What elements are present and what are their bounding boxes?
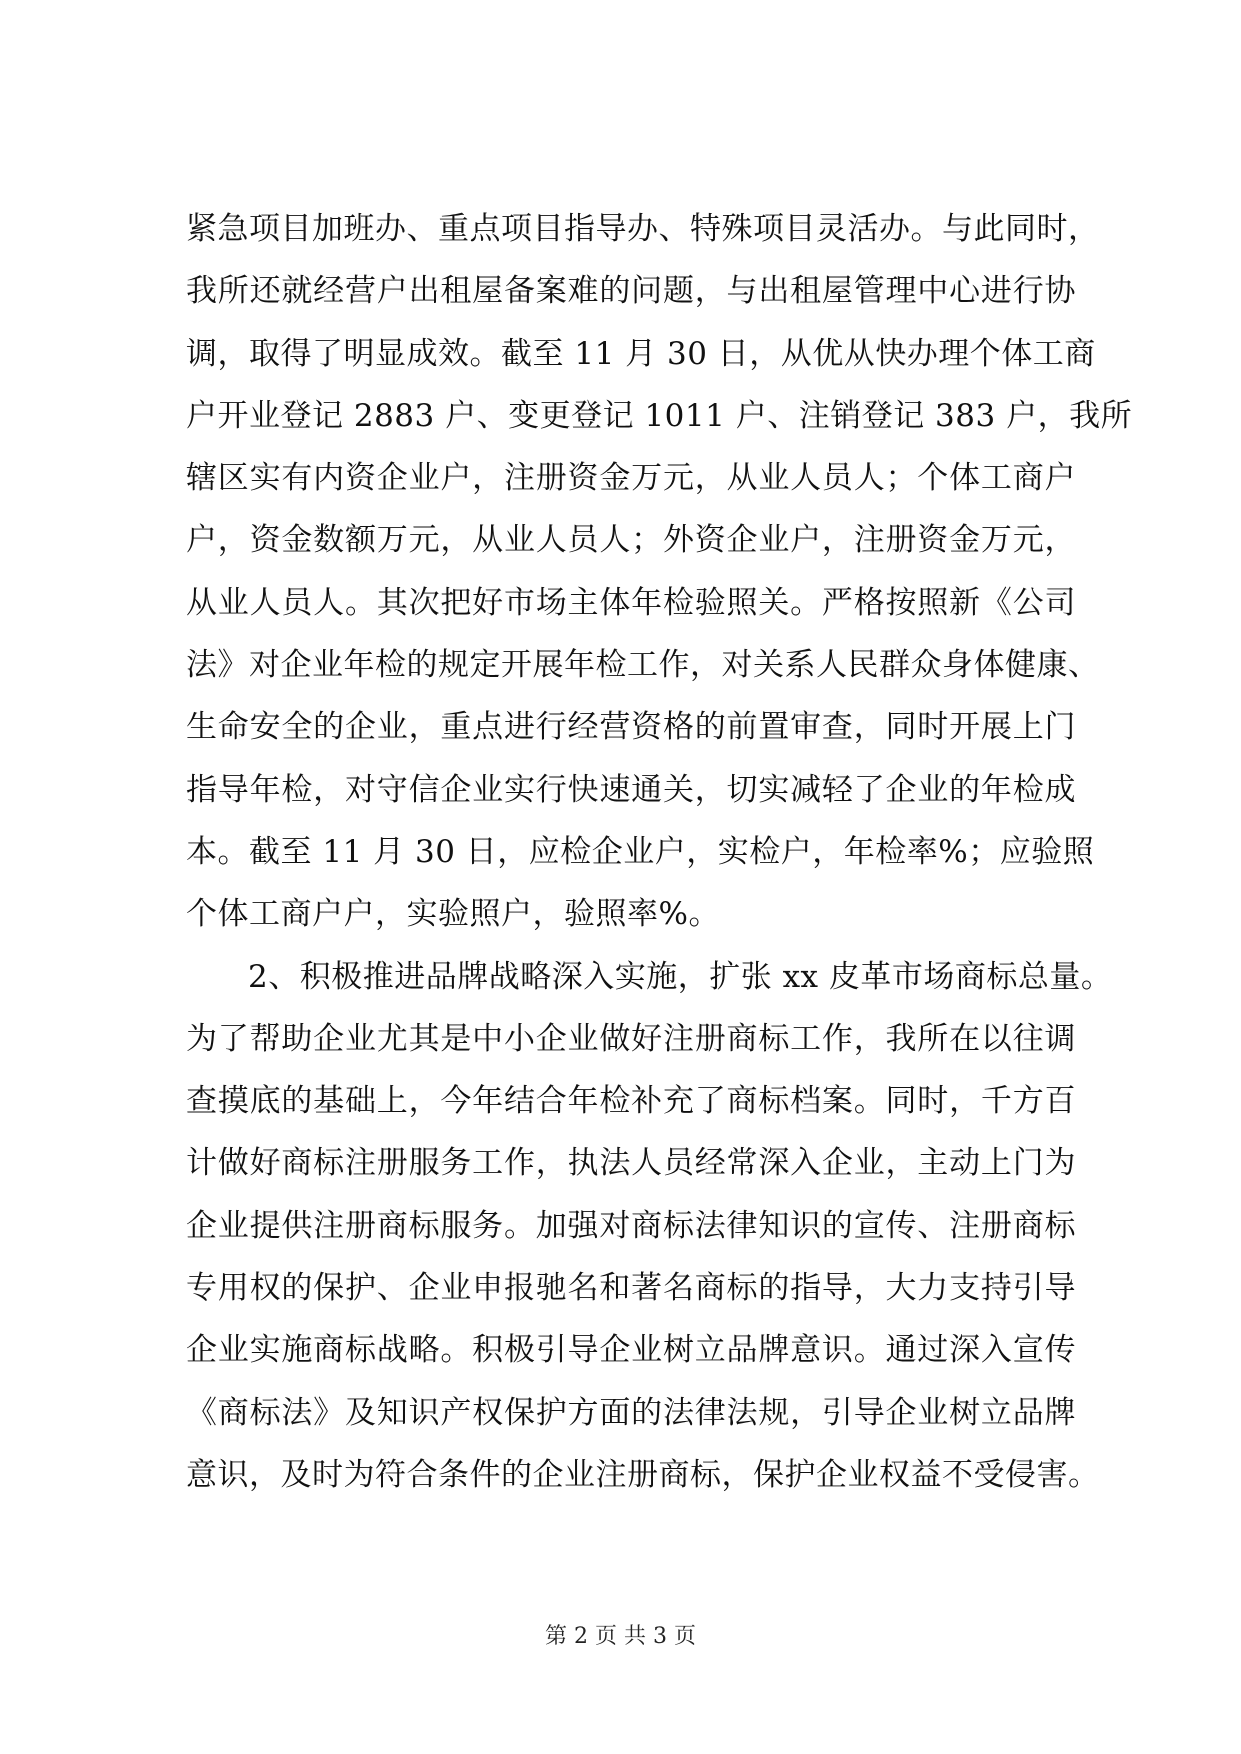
text-line: 我所还就经营户出租屋备案难的问题，与出租屋管理中心进行协 (186, 273, 1076, 310)
text-line: 专用权的保护、企业申报驰名和著名商标的指导，大力支持引导 (186, 1270, 1076, 1307)
text-line: 个体工商户户，实验照户，验照率%。 (186, 896, 720, 933)
paragraph-1 (186, 198, 1133, 946)
text-line: 2、积极推进品牌战略深入实施，扩张 xx 皮革市场商标总量。 (248, 958, 1113, 995)
text-line: 调，取得了明显成效。截至 11 月 30 日，从优从快办理个体工商 (186, 335, 1096, 372)
text-line: 紧急项目加班办、重点项目指导办、特殊项目灵活办。与此同时， (186, 211, 1100, 247)
paragraph-2 (186, 946, 1113, 1507)
text-line: 从业人员人。其次把好市场主体年检验照关。严格按照新《公司 (186, 584, 1076, 621)
text-line: 意识，及时为符合条件的企业注册商标，保护企业权益不受侵害。 (186, 1456, 1100, 1493)
text-line: 法》对企业年检的规定开展年检工作，对关系人民群众身体健康、 (186, 647, 1100, 684)
document-body (186, 198, 1133, 1506)
text-line: 户开业登记 2883 户、变更登记 1011 户、注销登记 383 户，我所 (186, 397, 1133, 434)
text-line: 为了帮助企业尤其是中小企业做好注册商标工作，我所在以往调 (186, 1020, 1076, 1057)
text-line: 户，资金数额万元，从业人员人；外资企业户，注册资金万元， (186, 522, 1076, 559)
text-line: 生命安全的企业，重点进行经营资格的前置审查，同时开展上门 (186, 709, 1076, 746)
text-line: 本。截至 11 月 30 日，应检企业户，实检户，年检率%；应验照 (186, 833, 1095, 870)
text-line: 计做好商标注册服务工作，执法人员经常深入企业，主动上门为 (186, 1145, 1076, 1182)
page-number-footer: 第 2 页 共 3 页 (545, 1624, 696, 1649)
text-line: 《商标法》及知识产权保护方面的法律法规，引导企业树立品牌 (186, 1394, 1076, 1431)
text-line: 企业实施商标战略。积极引导企业树立品牌意识。通过深入宣传 (186, 1332, 1076, 1369)
text-line: 指导年检，对守信企业实行快速通关，切实减轻了企业的年检成 (186, 771, 1076, 808)
text-line: 查摸底的基础上，今年结合年检补充了商标档案。同时，千方百 (186, 1083, 1076, 1120)
text-line: 企业提供注册商标服务。加强对商标法律知识的宣传、注册商标 (186, 1207, 1076, 1244)
text-line: 辖区实有内资企业户，注册资金万元，从业人员人；个体工商户 (186, 460, 1076, 497)
